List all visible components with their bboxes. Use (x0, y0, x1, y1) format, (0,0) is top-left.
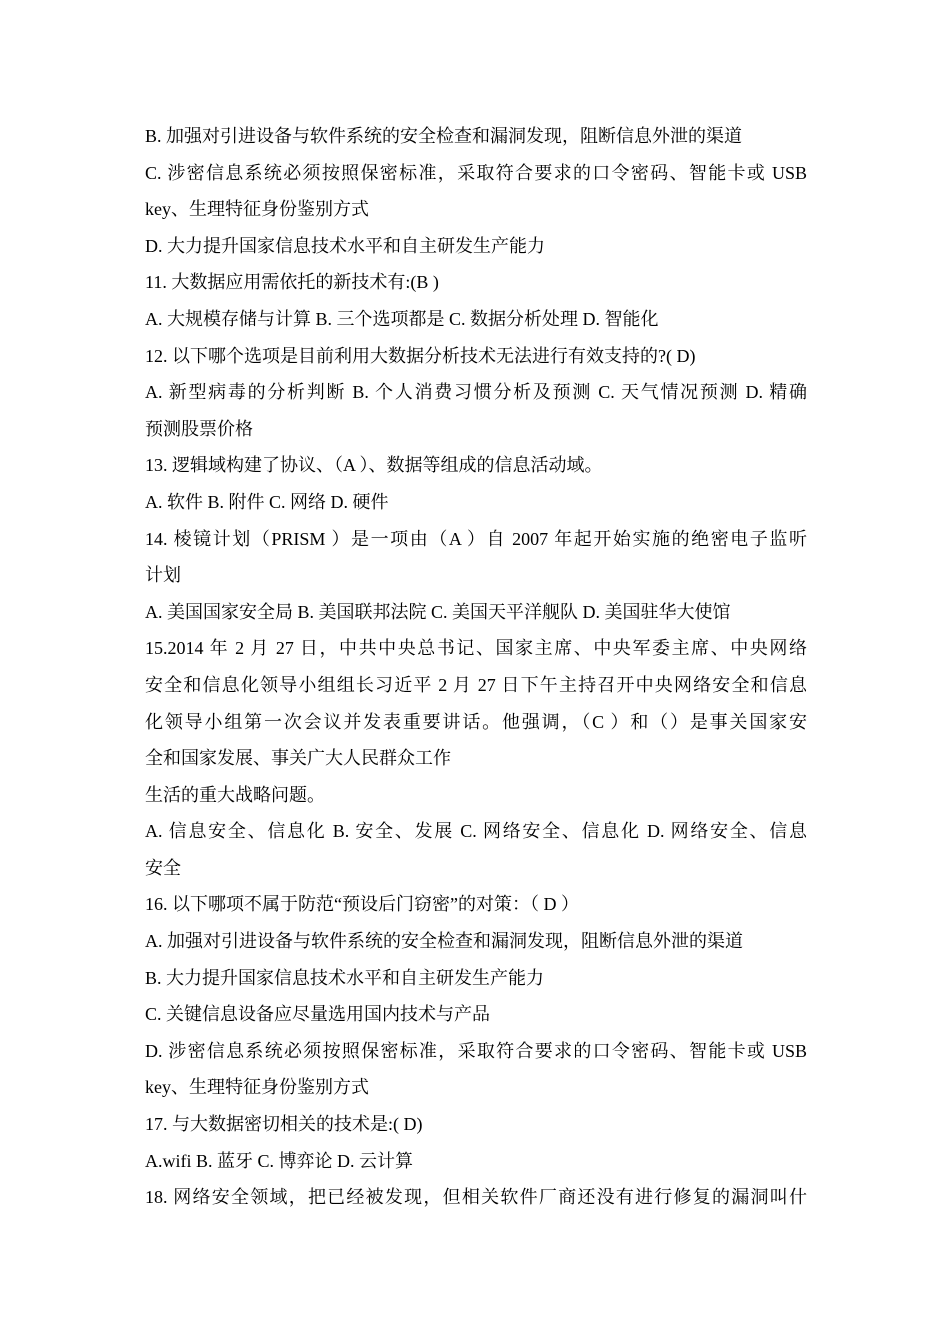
options-line: A.wifi B. 蓝牙 C. 博弈论 D. 云计算 (145, 1150, 414, 1171)
text-line: key、生理特征身份鉴别方式 (145, 199, 369, 220)
question-line: 17. 与大数据密切相关的技术是:( D) (145, 1114, 423, 1135)
options-line: A. 美国国家安全局 B. 美国联邦法院 C. 美国天平洋舰队 D. 美国驻华大使馆 (145, 601, 731, 622)
question-line: 15.2014 年 2 月 27 日，中共中央总书记、国家主席、中央军委主席、中央网络 (145, 638, 807, 659)
options-line: A. 软件 B. 附件 C. 网络 D. 硬件 (145, 491, 389, 512)
options-line: A. 加强对引进设备与软件系统的安全检查和漏洞发现，阻断信息外泄的渠道 (145, 931, 743, 952)
text-line: D. 大力提升国家信息技术水平和自主研发生产能力 (145, 235, 545, 256)
options-line: A. 大规模存储与计算 B. 三个选项都是 C. 数据分析处理 D. 智能化 (145, 308, 659, 329)
text-line: 计划 (145, 565, 181, 586)
question-line: 16. 以下哪项不属于防范“预设后门窃密”的对策：（ D ） (145, 894, 579, 915)
text-line: 安全 (145, 857, 181, 878)
text-line: 生活的重大战略问题。 (145, 784, 325, 805)
question-line: 14. 棱镜计划（PRISM ）是一项由（A ）自 2007 年起开始实施的绝密电子监听 (145, 528, 807, 549)
text-line: 全和国家发展、事关广大人民群众工作 (145, 748, 451, 769)
text-line: key、生理特征身份鉴别方式 (145, 1077, 369, 1098)
question-line: 11. 大数据应用需依托的新技术有:(B ) (145, 272, 439, 293)
options-line: A. 新型病毒的分析判断 B. 个人消费习惯分析及预测 C. 天气情况预测 D. 精确 (145, 382, 807, 403)
text-line: C. 涉密信息系统必须按照保密标准，采取符合要求的口令密码、智能卡或 USB (145, 162, 807, 183)
options-line: B. 大力提升国家信息技术水平和自主研发生产能力 (145, 967, 545, 988)
question-line: 13. 逻辑域构建了协议、（A ）、数据等组成的信息活动域。 (145, 455, 603, 476)
text-line: 化领导小组第一次会议并发表重要讲话。他强调，（C ）和（）是事关国家安 (145, 711, 807, 732)
options-line: D. 涉密信息系统必须按照保密标准，采取符合要求的口令密码、智能卡或 USB (145, 1040, 807, 1061)
question-line: 12. 以下哪个选项是目前利用大数据分析技术无法进行有效支持的?( D) (145, 345, 696, 366)
text-line: B. 加强对引进设备与软件系统的安全检查和漏洞发现，阻断信息外泄的渠道 (145, 126, 743, 146)
text-line: 预测股票价格 (145, 418, 253, 439)
options-line: A. 信息安全、信息化 B. 安全、发展 C. 网络安全、信息化 D. 网络安全、信息 (145, 821, 807, 842)
text-line: 安全和信息化领导小组组长习近平 2 月 27 日下午主持召开中央网络安全和信息 (145, 674, 807, 695)
document-body (145, 118, 807, 1216)
question-line: 18. 网络安全领域，把已经被发现，但相关软件厂商还没有进行修复的漏洞叫什 (145, 1187, 807, 1208)
options-line: C. 关键信息设备应尽量选用国内技术与产品 (145, 1004, 491, 1025)
